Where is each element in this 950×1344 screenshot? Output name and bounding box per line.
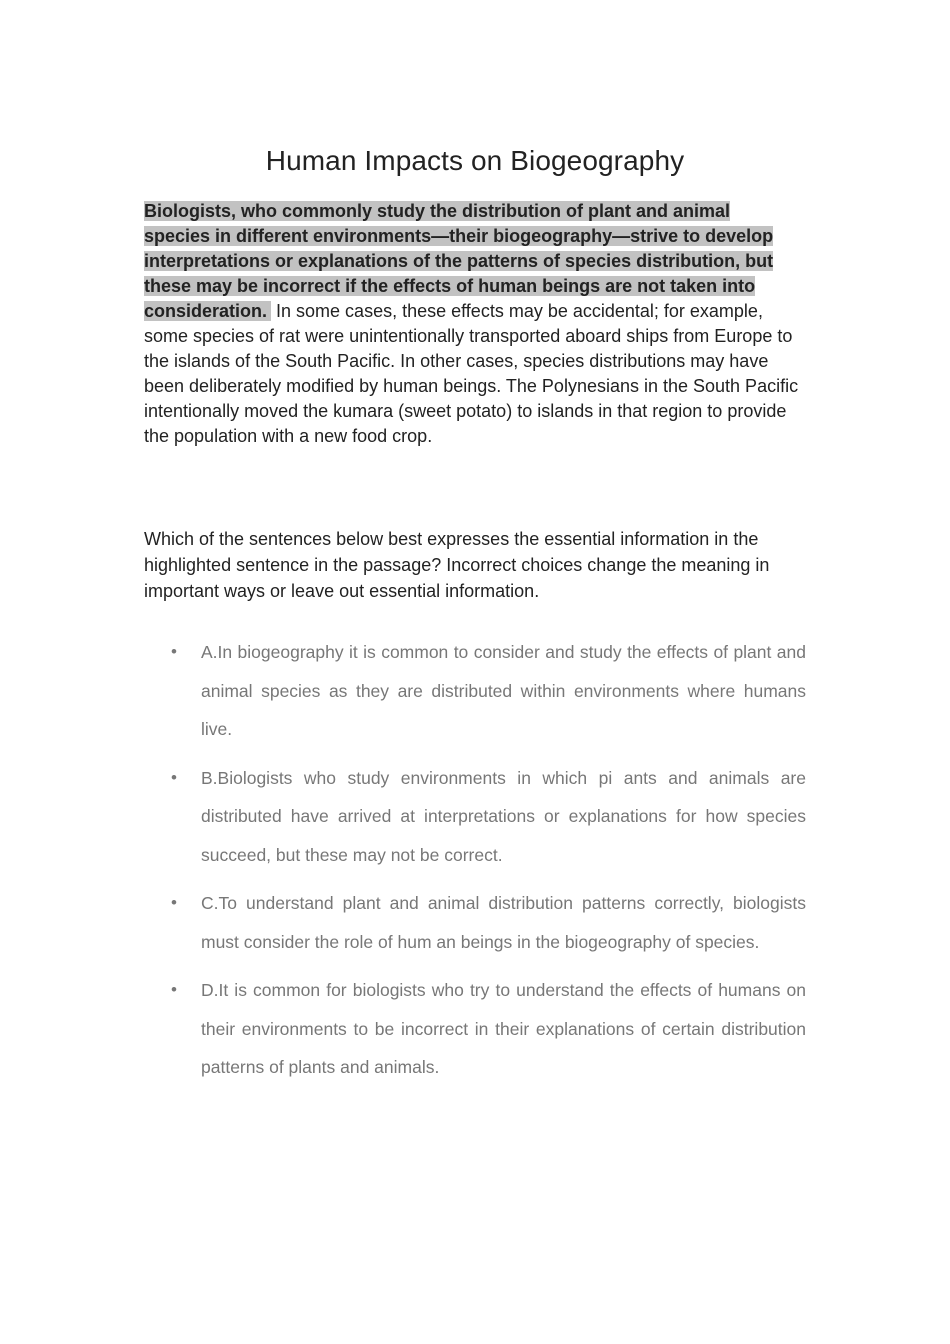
option-b[interactable] [171,759,806,875]
bullet-icon: • [171,767,177,787]
bullet-icon: • [171,893,177,912]
option-d[interactable] [171,971,806,1087]
option-c[interactable] [171,884,806,961]
option-text: C.To understand plant and animal distribution patterns correctly, biologists must consider the role of hum an beings in the biogeography of species. [201,893,806,952]
option-text: B.Biologists who study environments in which pi ants and animals are distributed have arrived at interpretations or explanations for how species succeed, but these may not be correct. [201,767,806,865]
passage [144,199,800,449]
page-title: Human Impacts on Biogeography [265,145,685,176]
option-text: D.It is common for biologists who try to understand the effects of humans on their environments to be incorrect in their explanations of certain distribution patterns of plants and animals. [201,980,806,1077]
question-prompt: Which of the sentences below best expresses the essential information in the highlighted sentence in the passage? Incorrect choices change the meaning in important ways or leave out essential information. [144,529,770,601]
option-a[interactable] [171,633,806,749]
passage-rest: In some cases, these effects may be accidental; for example, some species of rat were unintentionally transported aboard ships from Europe to the islands of the South Pacific. In other cases, species distributions may have been deliberately modified by human beings. The Polynesians in the South Pacific intentionally moved the kumara (sweet potato) to islands in that region to provide the population with a new food crop. [144,301,799,446]
bullet-icon: • [171,980,177,999]
answer-options [171,633,806,1097]
bullet-icon: • [171,642,177,661]
option-text: A.In biogeography it is common to consider and study the effects of plant and animal species as they are distributed within environments where humans live. [201,642,806,739]
highlighted-sentence: Biologists, who commonly study the distribution of plant and animal species in different environments—their biogeography—strive to develop interpretations or explanations of the patterns of species distribution, but these may be incorrect if the effects of human beings are not taken into consideration. [144,201,774,321]
